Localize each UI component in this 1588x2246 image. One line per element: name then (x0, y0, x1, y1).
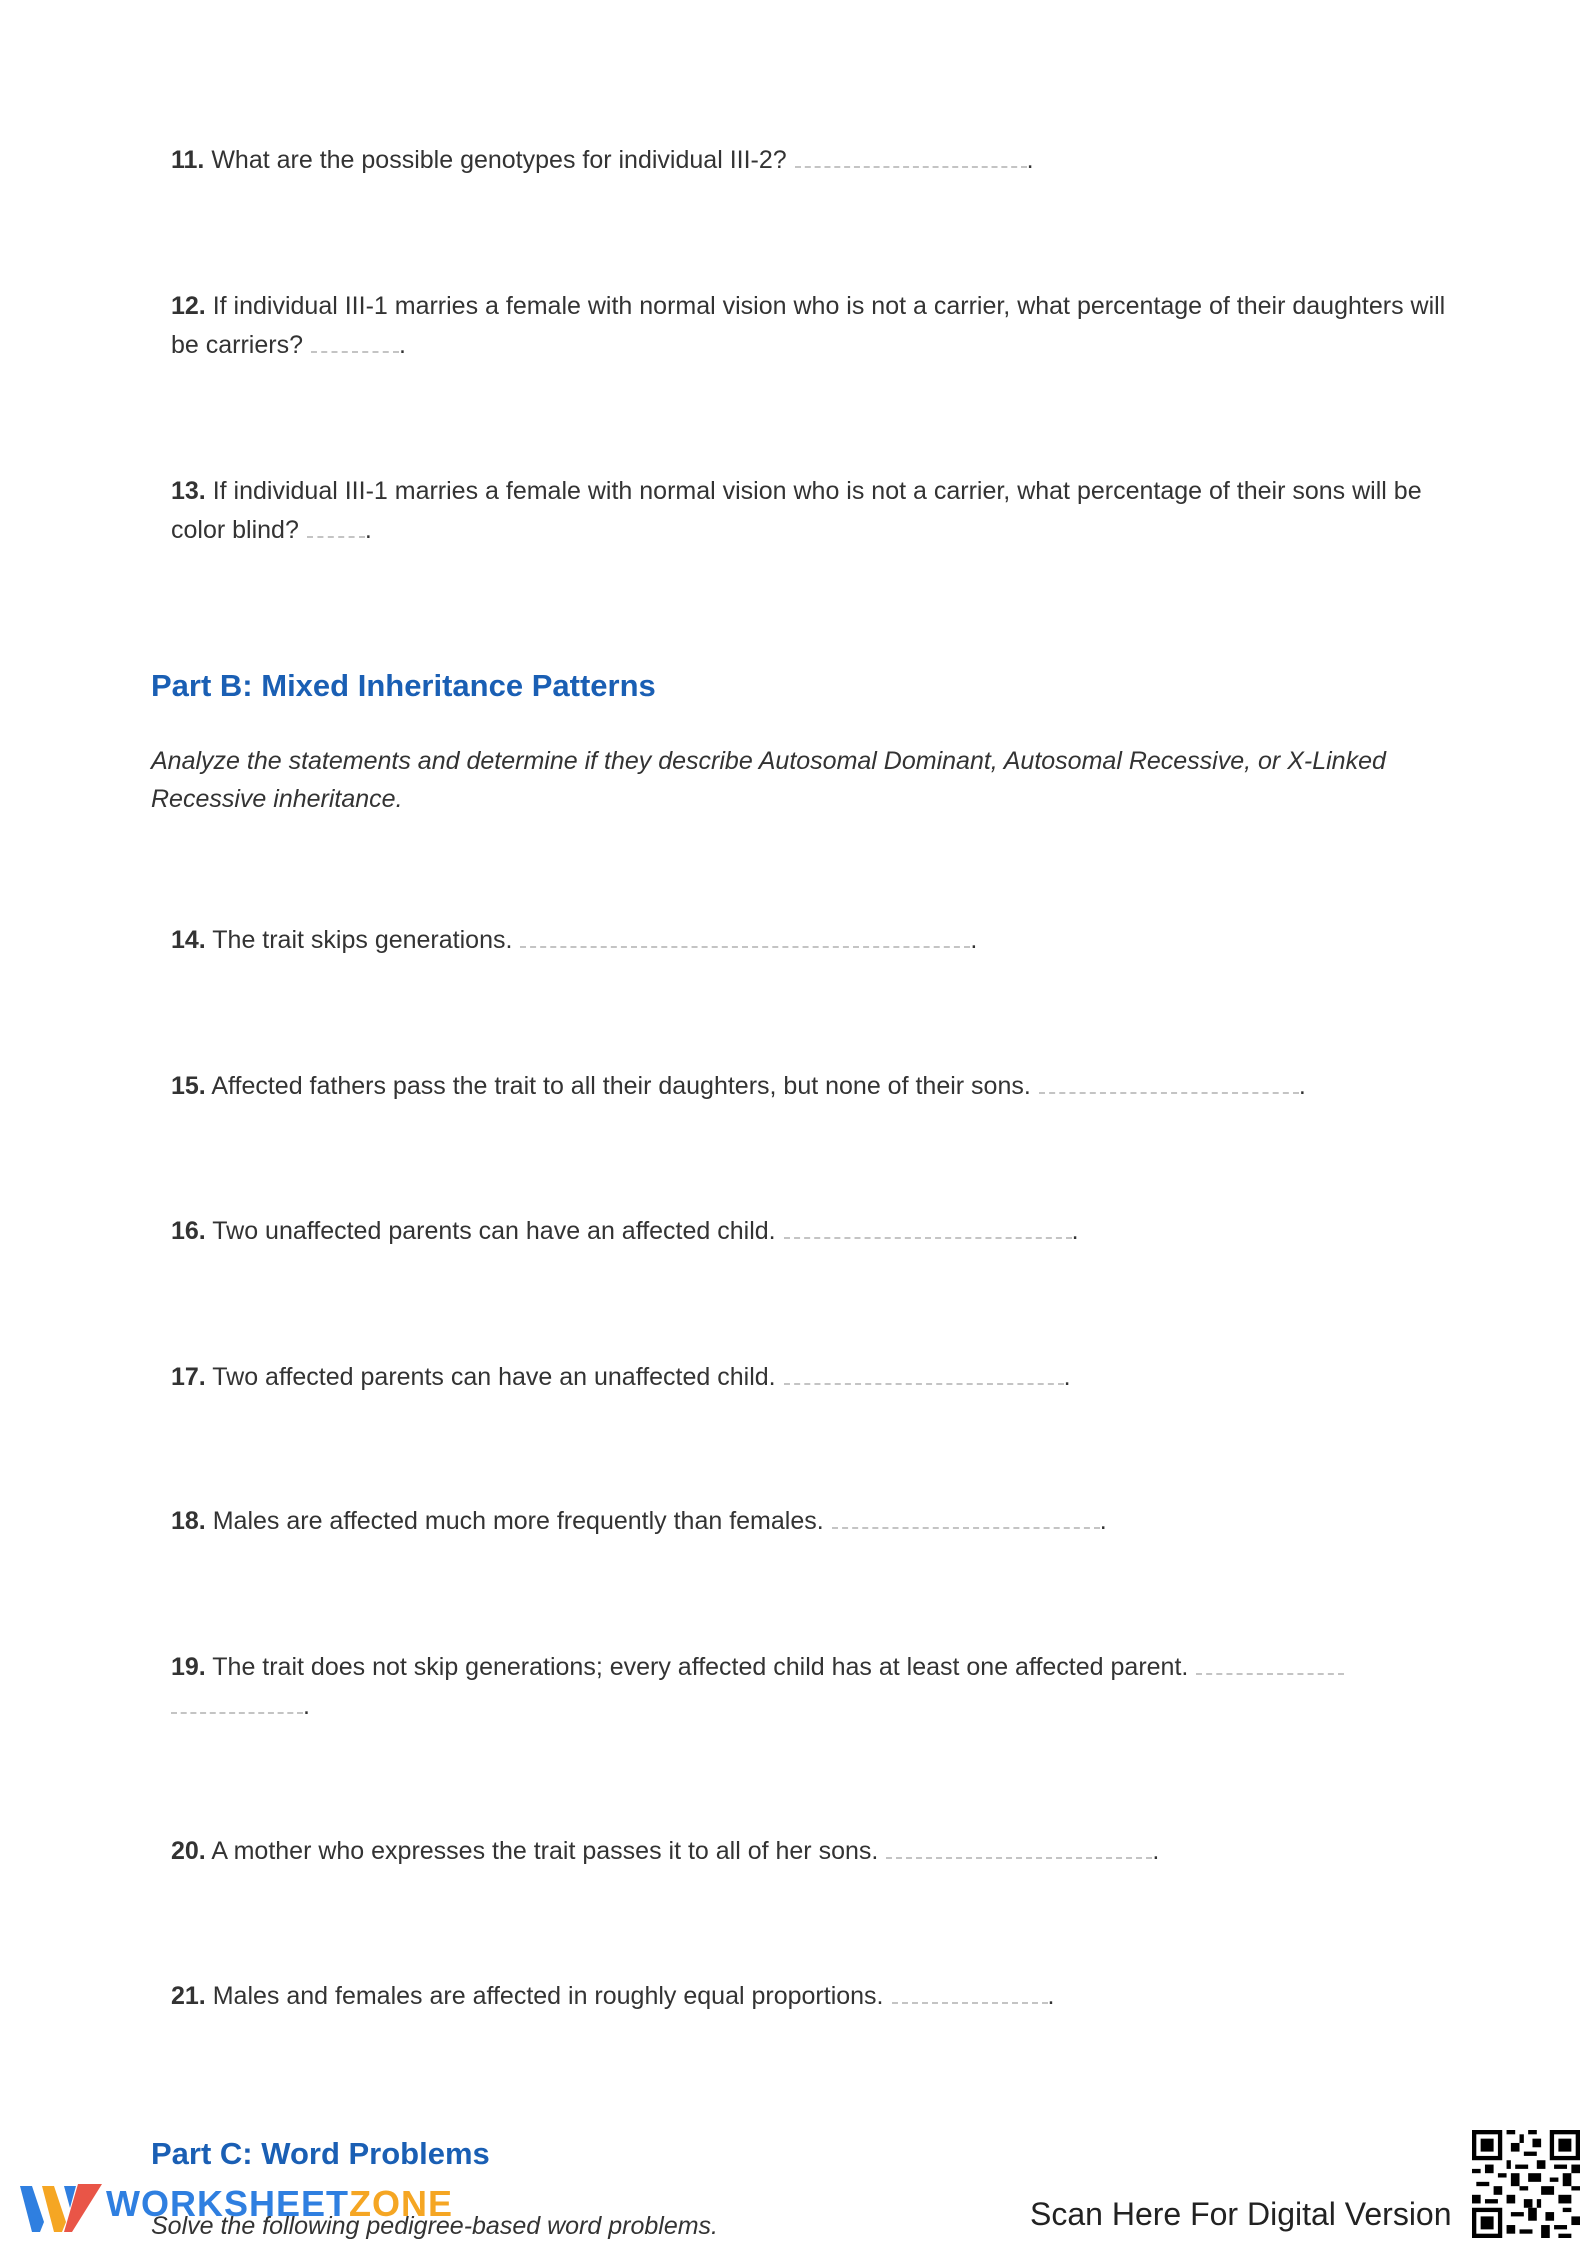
question-number: 18. (171, 1507, 206, 1535)
question-text: Two unaffected parents can have an affected child. (212, 1217, 776, 1245)
question-number: 15. (171, 1072, 206, 1100)
logo-word-zone: ZONE (349, 2183, 454, 2224)
question-number: 17. (171, 1363, 206, 1391)
period: . (1152, 1837, 1160, 1865)
part-b-instructions: Analyze the statements and determine if they describe Autosomal Dominant, Autosomal Recessive, or X-Linked Recessive inheritance. (151, 747, 1386, 813)
period: . (303, 1692, 310, 1720)
worksheetzone-logo (106, 2184, 453, 2224)
answer-blank[interactable] (307, 510, 365, 538)
qr-code-icon[interactable] (1472, 2130, 1580, 2238)
question-text: Two affected parents can have an unaffected child. (212, 1363, 776, 1391)
period: . (1099, 1507, 1107, 1535)
period: . (1063, 1363, 1071, 1391)
question-11 (171, 140, 1451, 179)
question-19 (171, 1647, 1401, 1725)
period: . (1298, 1072, 1306, 1100)
answer-blank[interactable] (520, 920, 970, 948)
question-number: 19. (171, 1653, 206, 1681)
answer-blank[interactable] (784, 1357, 1064, 1385)
question-text: What are the possible genotypes for individual III-2? (211, 146, 787, 174)
question-20 (171, 1831, 1451, 1870)
question-21 (171, 1976, 1451, 2015)
answer-blank[interactable] (892, 1976, 1048, 2004)
question-number: 14. (171, 926, 206, 954)
period: . (970, 926, 978, 954)
scan-here-text: Scan Here For Digital Version (1030, 2196, 1452, 2232)
part-c-heading: Part C: Word Problems (151, 2136, 490, 2171)
period: . (399, 331, 406, 359)
question-number: 21. (171, 1982, 206, 2010)
question-number: 16. (171, 1217, 206, 1245)
question-17 (171, 1357, 1451, 1396)
question-15 (171, 1066, 1451, 1105)
question-number: 13. (171, 477, 206, 505)
answer-blank[interactable] (784, 1211, 1072, 1239)
answer-blank[interactable] (1196, 1647, 1344, 1675)
period: . (1071, 1217, 1079, 1245)
question-number: 12. (171, 292, 206, 320)
question-13 (171, 472, 1451, 549)
question-16 (171, 1211, 1451, 1250)
question-text: Males and females are affected in roughly equal proportions. (212, 1982, 884, 2010)
question-14 (171, 920, 1451, 959)
question-text: Affected fathers pass the trait to all their daughters, but none of their sons. (211, 1072, 1031, 1100)
period: . (364, 516, 372, 544)
answer-blank[interactable] (886, 1831, 1152, 1859)
question-18 (171, 1501, 1451, 1540)
answer-blank-continued[interactable] (171, 1686, 303, 1714)
answer-blank[interactable] (1039, 1066, 1299, 1094)
question-12 (171, 287, 1451, 364)
answer-blank[interactable] (311, 325, 399, 353)
question-text: A mother who expresses the trait passes it to all of her sons. (211, 1837, 879, 1865)
question-text: The trait skips generations. (212, 926, 513, 954)
worksheetzone-logo-icon (18, 2178, 108, 2238)
question-number: 11. (171, 146, 205, 174)
answer-blank[interactable] (832, 1501, 1100, 1529)
answer-blank[interactable] (795, 140, 1027, 168)
logo-word-worksheet: WORKSHEET (106, 2183, 349, 2224)
question-text: If individual III-1 marries a female with normal vision who is not a carrier, what percentage of their daughters will be carriers? (171, 292, 1446, 359)
period: . (1047, 1982, 1055, 2010)
period: . (1026, 146, 1034, 174)
question-number: 20. (171, 1837, 206, 1865)
question-text: Males are affected much more frequently than females. (212, 1507, 824, 1535)
question-text: If individual III-1 marries a female with normal vision who is not a carrier, what percentage of their sons will be color blind? (171, 477, 1422, 544)
part-b-heading: Part B: Mixed Inheritance Patterns (151, 668, 656, 703)
question-text: The trait does not skip generations; every affected child has at least one affected parent. (212, 1653, 1189, 1681)
part-c-instructions: Solve the following pedigree-based word problems. (151, 2212, 718, 2240)
